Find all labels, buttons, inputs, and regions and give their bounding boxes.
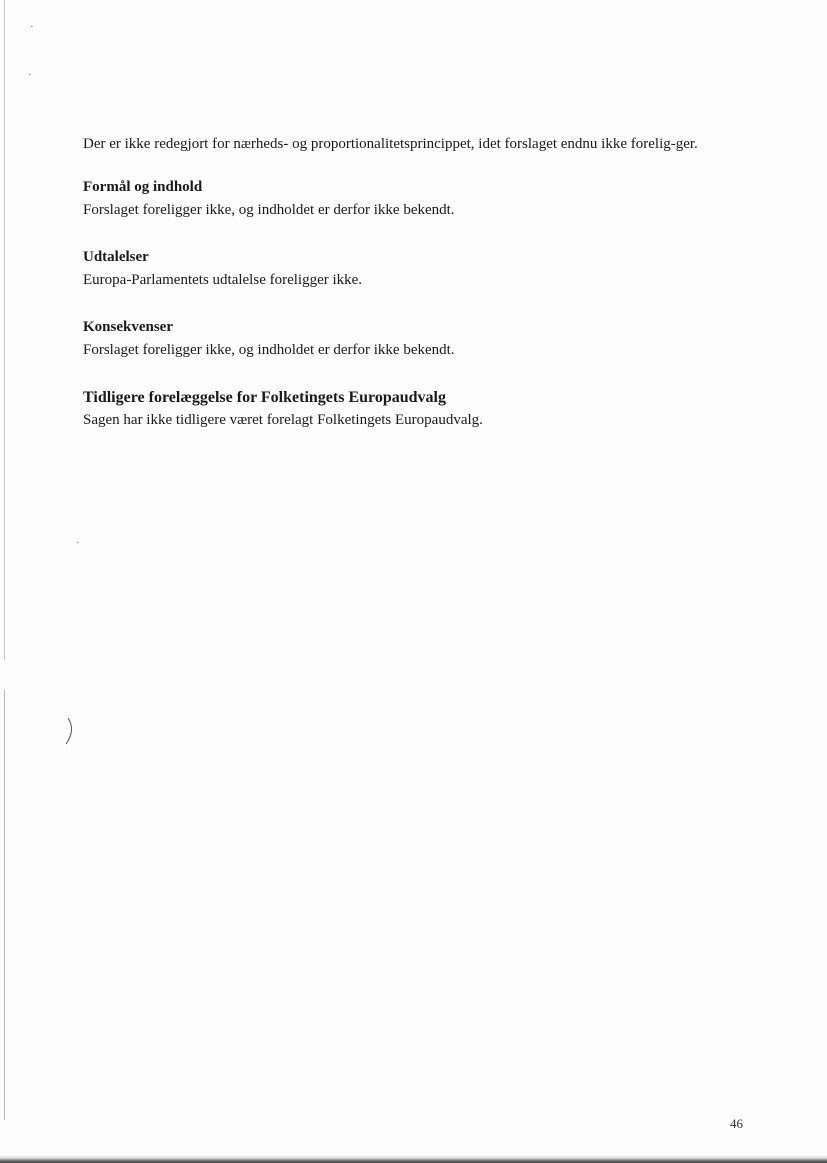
section-formaal bbox=[83, 176, 748, 222]
section-heading: Konsekvenser bbox=[83, 319, 173, 335]
scan-edge-line bbox=[4, 0, 5, 660]
section-heading: Formål og indhold bbox=[83, 179, 203, 195]
scan-bottom-edge bbox=[0, 1155, 827, 1163]
scan-speck: · bbox=[76, 537, 80, 549]
scan-speck: · bbox=[30, 21, 34, 33]
section-konsekvenser bbox=[83, 316, 748, 362]
section-heading: Tidligere forelæggelse for Folketingets Europaudvalg bbox=[83, 389, 446, 406]
section-body: Forslaget foreligger ikke, og indholdet er derfor ikke bekendt. bbox=[83, 342, 455, 358]
document-body bbox=[83, 133, 748, 456]
section-tidligere-forelaeggelse bbox=[83, 386, 748, 432]
intro-paragraph: Der er ikke redegjort for nærheds- og proportionalitetsprincippet, idet forslaget endnu ikke forelig-ger. bbox=[83, 136, 698, 152]
section-body: Sagen har ikke tidligere været forelagt Folketingets Europaudvalg. bbox=[83, 412, 483, 428]
section-heading: Udtalelser bbox=[83, 249, 149, 265]
section-body: Europa-Parlamentets udtalelse foreligger ikke. bbox=[83, 272, 363, 288]
scan-speck: · bbox=[28, 69, 32, 81]
scan-mark bbox=[62, 716, 78, 746]
scan-edge-line bbox=[4, 690, 5, 1120]
section-body: Forslaget foreligger ikke, og indholdet er derfor ikke bekendt. bbox=[83, 202, 455, 218]
page-number: 46 bbox=[730, 1116, 743, 1131]
section-udtalelser bbox=[83, 246, 748, 292]
